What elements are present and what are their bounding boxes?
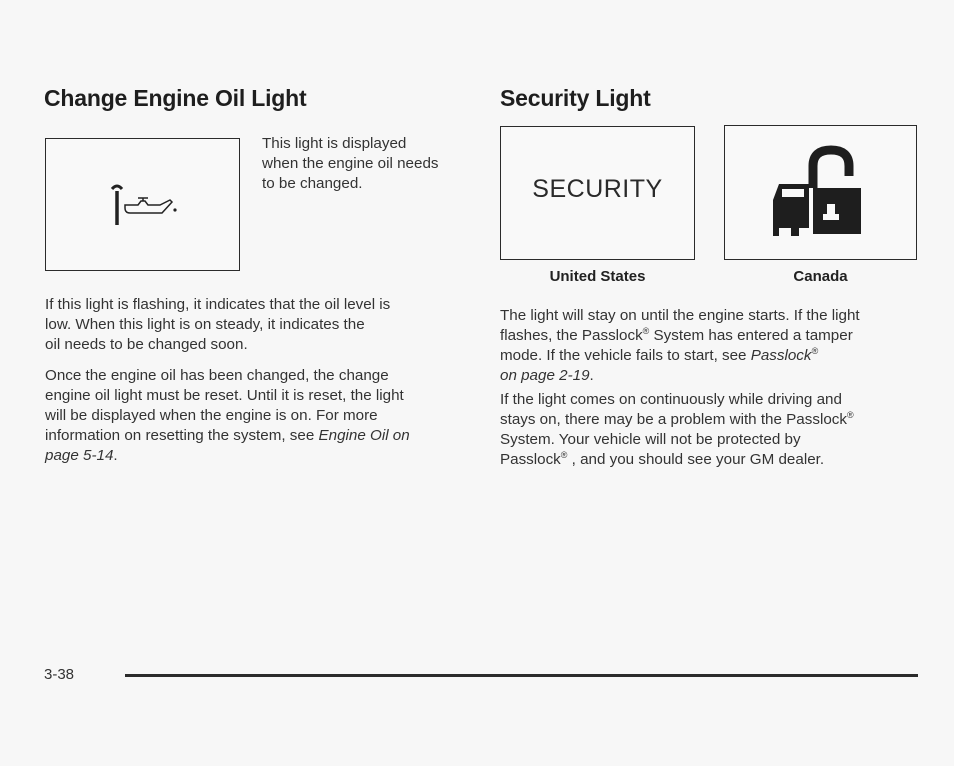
oil-light-heading: Change Engine Oil Light <box>44 85 307 111</box>
footer-rule <box>125 674 918 677</box>
passlock-page-link[interactable]: on page 2-19 <box>500 367 590 384</box>
engine-oil-page-link[interactable]: page 5-14 <box>45 447 114 464</box>
oil-light-paragraph-2: Once the engine oil has been changed, the change engine oil light must be reset. Until it is reset, the light will be displayed when the engine is on. For more information on resetting the system, see Engine Oil on page 5-14. <box>45 367 410 464</box>
engine-oil-link[interactable]: Engine Oil on <box>318 427 410 444</box>
caption-united-states: United States <box>549 268 646 285</box>
oil-light-paragraph-1: If this light is flashing, it indicates that the oil level is low. When this light is on steady, it indicates the oil needs to be changed soon. <box>45 296 391 353</box>
security-light-canada-figure <box>724 125 917 260</box>
car-padlock-icon <box>769 144 869 244</box>
security-light-paragraph-1: The light will stay on until the engine starts. If the light flashes, the Passlock® System has entered a tamper mode. If the vehicle fails to start, see Passlock® on page 2-19. <box>500 307 860 384</box>
oil-light-side-text: This light is displayed when the engine oil needs to be changed. <box>262 135 439 192</box>
security-light-heading: Security Light <box>500 85 651 111</box>
oil-light-figure <box>45 138 240 271</box>
page-number: 3-38 <box>44 666 75 683</box>
passlock-link[interactable]: Passlock® <box>750 345 819 364</box>
security-word: SECURITY <box>532 175 663 203</box>
caption-canada: Canada <box>793 268 848 285</box>
security-light-us-figure <box>500 126 695 260</box>
security-light-paragraph-2: If the light comes on continuously while driving and stays on, there may be a problem with the Passlock® System. Your vehicle will not be protected by Passlock® , and you should see your GM dealer. <box>500 391 854 468</box>
oil-can-wrench-icon <box>108 183 198 233</box>
